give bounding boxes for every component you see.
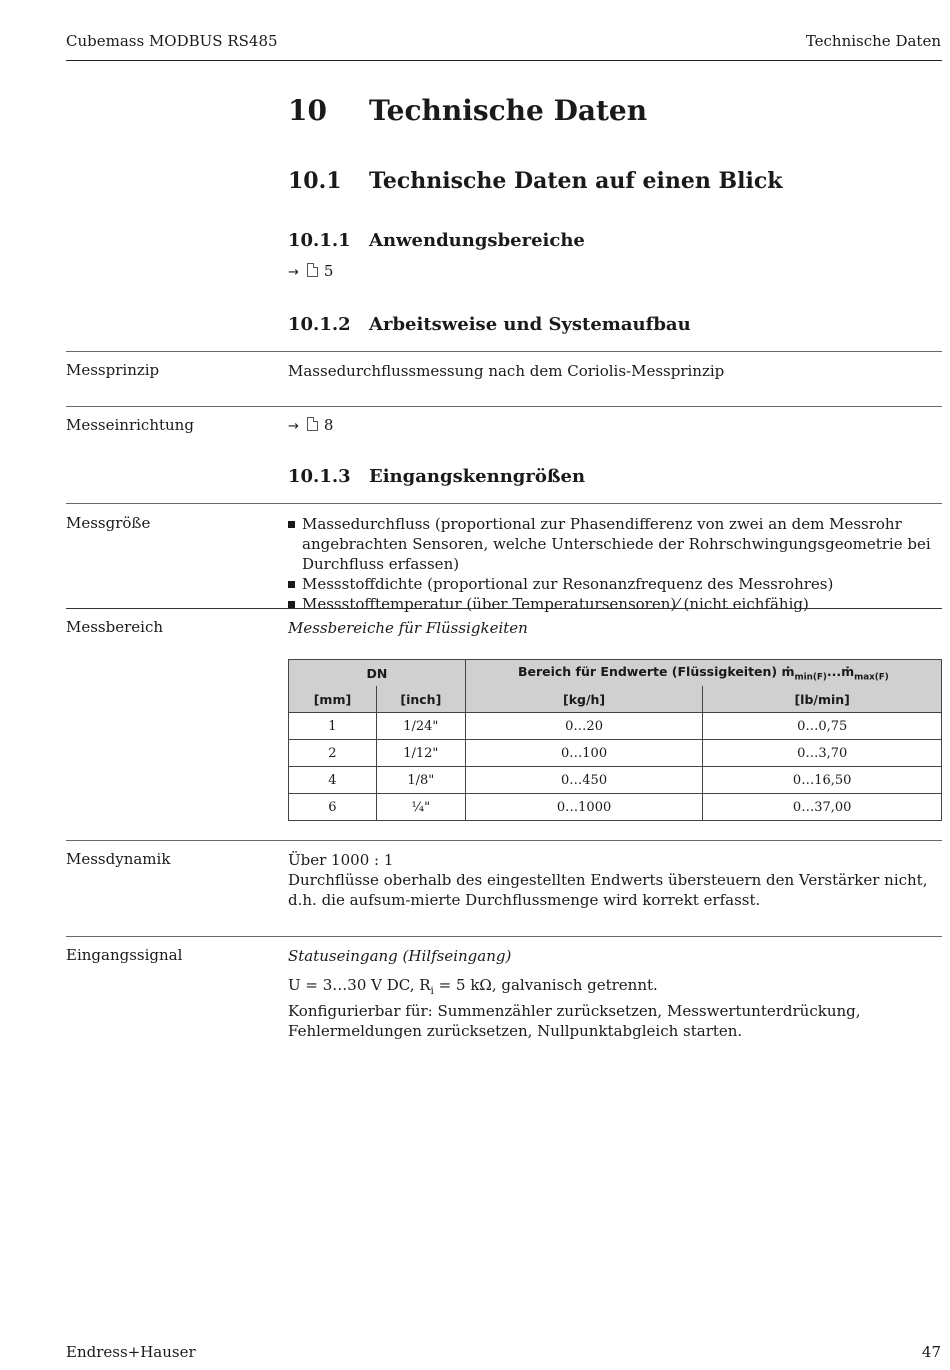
row-label-eingangssignal: Eingangssignal (66, 946, 183, 964)
chapter-number: 10 (288, 94, 327, 127)
cell-mm: 6 (289, 794, 377, 821)
row-divider (66, 608, 942, 609)
page-reference-link[interactable] (288, 416, 333, 434)
cell-inch: 1/8" (376, 767, 465, 794)
row-label-messdynamik: Messdynamik (66, 850, 171, 868)
cell-mm: 4 (289, 767, 377, 794)
subsection-number: 10.1.3 (288, 466, 351, 487)
subsection-title: Eingangskenngrößen (369, 466, 586, 487)
arrow-icon: → (288, 419, 299, 434)
row-divider (66, 936, 942, 937)
cell-inch: 1/12" (376, 740, 465, 767)
section-number: 10.1 (288, 168, 342, 194)
cell-kgh: 0…450 (465, 767, 703, 794)
table-header-range: Bereich für Endwerte (Flüssigkeiten) ṁ$_{min(F)}$...ṁ$_{max(F)}$ (465, 660, 941, 687)
row-value-eingangssignal (288, 946, 942, 1041)
list-item: Messstofftemperatur (über Temperatursensoren)⁄ (nicht eichfähig) (288, 594, 942, 614)
subsection-heading-1 (288, 230, 585, 251)
table-header-inch: [inch] (376, 686, 465, 713)
dynamic-range-value: Über 1000 : 1 (288, 851, 394, 869)
row-divider (66, 503, 942, 504)
row-divider (66, 406, 942, 407)
section-title: Technische Daten auf einen Blick (369, 168, 783, 194)
header-doc-title: Cubemass MODBUS RS485 (66, 32, 278, 50)
row-value-messgroesse (288, 514, 942, 614)
chapter-title: Technische Daten (369, 94, 648, 127)
cell-lbmin: 0…37,00 (703, 794, 942, 821)
list-item: Massedurchfluss (proportional zur Phasendifferenz von zwei an dem Messrohr angebrachten Sensoren, welche Unterschiede der Rohrschwingungsgeometrie bei Durchfluss erfassen) (288, 514, 942, 574)
row-divider (66, 840, 942, 841)
page-icon (307, 263, 318, 277)
cell-lbmin: 0…0,75 (703, 713, 942, 740)
cell-kgh: 0…20 (465, 713, 703, 740)
row-label-messprinzip: Messprinzip (66, 361, 160, 379)
arrow-icon: → (288, 265, 299, 280)
cell-mm: 1 (289, 713, 377, 740)
subsection-number: 10.1.2 (288, 314, 351, 335)
bullet-list (288, 514, 942, 614)
cell-kgh: 0…1000 (465, 794, 703, 821)
cell-kgh: 0…100 (465, 740, 703, 767)
list-item: Messstoffdichte (proportional zur Resonanzfrequenz des Messrohres) (288, 574, 942, 594)
table-row (289, 767, 942, 794)
cell-lbmin: 0…3,70 (703, 740, 942, 767)
table-header-mm: [mm] (289, 686, 377, 713)
input-signal-voltage: U = 3…30 V DC, $R_i = 5$ kΩ, galvanisch getrennt. (288, 976, 658, 997)
cell-lbmin: 0…16,50 (703, 767, 942, 794)
chapter-heading (288, 94, 647, 127)
table-caption: Messbereiche für Flüssigkeiten (288, 619, 528, 637)
table-row (289, 794, 942, 821)
row-label-messeinrichtung: Messeinrichtung (66, 416, 194, 434)
footer-company: Endress+Hauser (66, 1343, 196, 1361)
subsection-heading-3 (288, 466, 585, 487)
section-heading (288, 168, 783, 194)
subsection-number: 10.1.1 (288, 230, 351, 251)
footer-page-number: 47 (921, 1343, 941, 1361)
reference-page-number: 8 (323, 416, 334, 434)
row-value-messdynamik (288, 850, 942, 910)
table-header-lbmin: [lb/min] (703, 686, 942, 713)
reference-page-number: 5 (323, 262, 334, 280)
table-row (289, 740, 942, 767)
page-icon (307, 417, 318, 431)
table-header-kgh: [kg/h] (465, 686, 703, 713)
cell-inch: ¼" (376, 794, 465, 821)
table-row (289, 713, 942, 740)
input-signal-config: Konfigurierbar für: Summenzähler zurücksetzen, Messwertunterdrückung, Fehlermeldungen zurücksetzen, Nullpunktabgleich starten. (288, 1002, 861, 1040)
header-chapter-title: Technische Daten (805, 32, 941, 50)
cell-mm: 2 (289, 740, 377, 767)
subsection-heading-2 (288, 314, 691, 335)
subsection-title: Anwendungsbereiche (369, 230, 585, 251)
row-value-messprinzip: Massedurchflussmessung nach dem Coriolis-Messprinzip (288, 362, 725, 380)
row-divider (66, 351, 942, 352)
measuring-range-table (288, 659, 942, 821)
dynamic-range-note: Durchflüsse oberhalb des eingestellten Endwerts übersteuern den Verstärker nicht, d.h. die aufsum-mierte Durchflussmenge wird korrekt erfasst. (288, 871, 928, 909)
subsection-title: Arbeitsweise und Systemaufbau (369, 314, 691, 335)
cell-inch: 1/24" (376, 713, 465, 740)
row-label-messgroesse: Messgröße (66, 514, 151, 532)
header-rule (66, 60, 942, 61)
input-signal-subtitle: Statuseingang (Hilfseingang) (288, 947, 512, 965)
row-label-messbereich: Messbereich (66, 618, 164, 636)
table-header-dn: DN (289, 660, 466, 687)
page-reference-link[interactable] (288, 262, 333, 280)
